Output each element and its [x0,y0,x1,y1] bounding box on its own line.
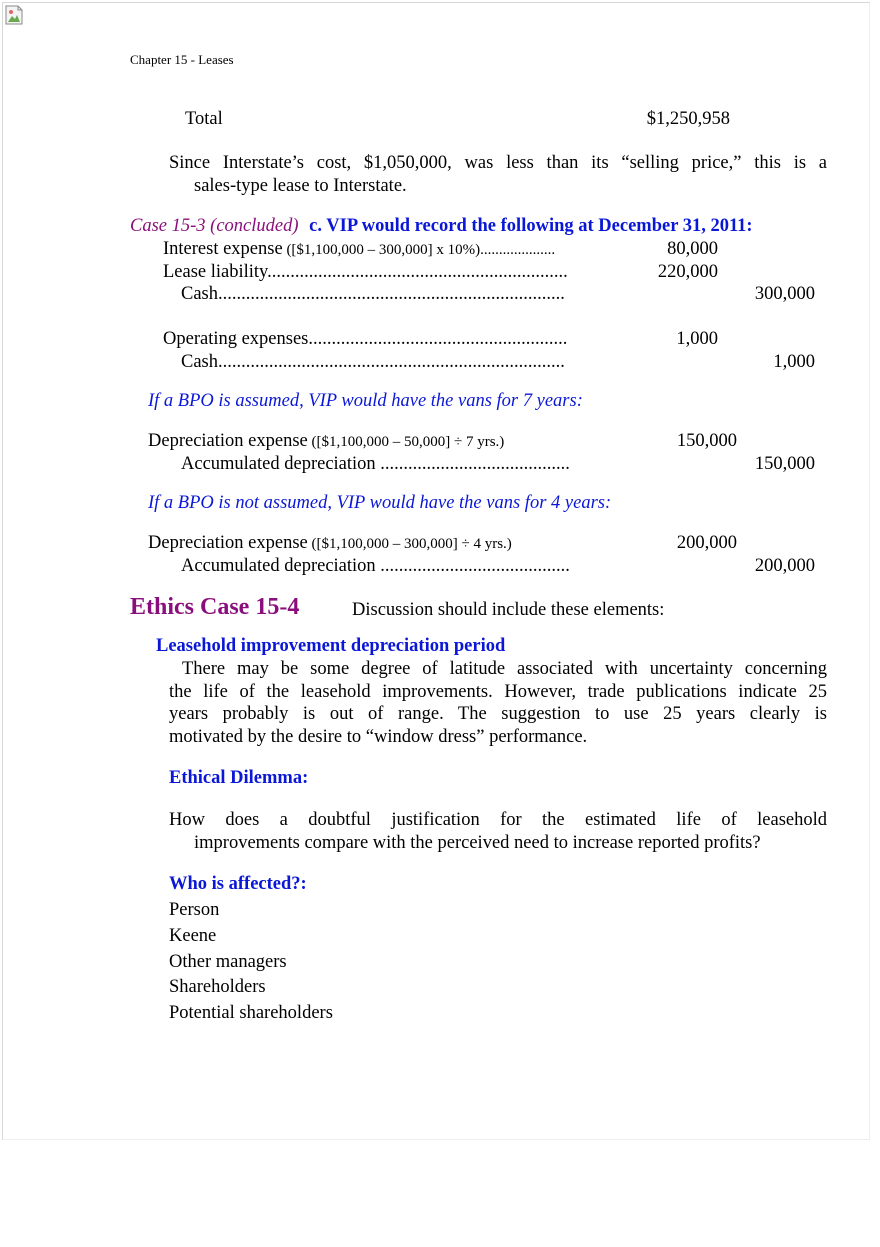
page-header: Chapter 15 - Leases [130,52,234,67]
entry-operating-expenses: Operating expenses........................................................ [163,329,568,349]
entry-accumulated-depreciation: Accumulated depreciation ......................................... [181,556,570,576]
bpo-not-assumed-note: If a BPO is not assumed, VIP would have the vans for 4 years: [148,493,612,513]
leasehold-line: motivated by the desire to “window dress” performance. [169,726,588,747]
entry-depreciation-expense [148,431,504,452]
case-heading-text: c. VIP would record the following at December 31, 2011: [309,216,753,236]
leasehold-heading: Leasehold improvement depreciation period [156,636,506,656]
entry-debit: 150,000 [676,431,737,451]
entry-debit: 1,000 [676,329,718,349]
since-line-1: Since Interstate’s cost, $1,050,000, was less than its “selling price,” this is a [169,153,827,173]
since-paragraph [169,152,827,197]
entry-debit: 200,000 [676,533,737,553]
entry-note: ([$1,100,000 – 300,000] x 10%).................... [282,242,556,258]
case-label: Case 15-3 (concluded) [130,216,299,236]
entry-credit: 150,000 [754,454,815,474]
entry-debit: 80,000 [667,239,718,259]
total-amount: $1,250,958 [646,109,730,129]
ethics-intro: Discussion should include these elements: [352,600,665,620]
entry-interest-expense [163,239,555,260]
affected-item: Person [169,900,220,920]
entry-depreciation-expense [148,533,512,554]
dilemma-line-2: improvements compare with the perceived need to increase reported profits? [194,832,761,853]
ethics-case-title: Ethics Case 15-4 [130,594,300,620]
entry-note: ([$1,100,000 – 50,000] ÷ 7 yrs.) [307,434,505,450]
dilemma-heading: Ethical Dilemma: [169,768,309,788]
leasehold-paragraph [169,658,827,748]
entry-cash: Cash........................................................................... [181,284,565,304]
entry-note: ([$1,100,000 – 300,000] ÷ 4 yrs.) [307,536,512,552]
affected-item: Shareholders [169,977,266,997]
broken-image-icon [4,4,26,26]
leasehold-line: There may be some degree of latitude associated with uncertainty concerning [182,659,827,679]
entry-accumulated-depreciation: Accumulated depreciation ......................................... [181,454,570,474]
entry-account: Depreciation expense [148,533,308,553]
affected-item: Other managers [169,952,287,972]
entry-credit: 200,000 [754,556,815,576]
affected-item: Potential shareholders [169,1003,333,1023]
entry-lease-liability: Lease liability................................................................. [163,262,568,282]
affected-item: Keene [169,926,217,946]
entry-credit: 300,000 [754,284,815,304]
dilemma-paragraph [169,809,827,854]
entry-cash: Cash........................................................................... [181,352,565,372]
entry-credit: 1,000 [773,352,815,372]
case-15-3-heading [130,216,753,237]
leasehold-line: years probably is out of range. The suggestion to use 25 years clearly is [169,704,827,724]
since-line-2: sales-type lease to Interstate. [194,175,407,196]
entry-account: Depreciation expense [148,431,308,451]
entry-account: Interest expense [163,239,283,259]
entry-debit: 220,000 [657,262,718,282]
dilemma-line-1: How does a doubtful justification for the estimated life of leasehold [169,810,827,830]
leasehold-line: the life of the leasehold improvements. However, trade publications indicate 25 [169,681,827,702]
total-label: Total [185,109,223,129]
bpo-assumed-note: If a BPO is assumed, VIP would have the vans for 7 years: [148,391,583,411]
affected-heading: Who is affected?: [169,874,307,894]
